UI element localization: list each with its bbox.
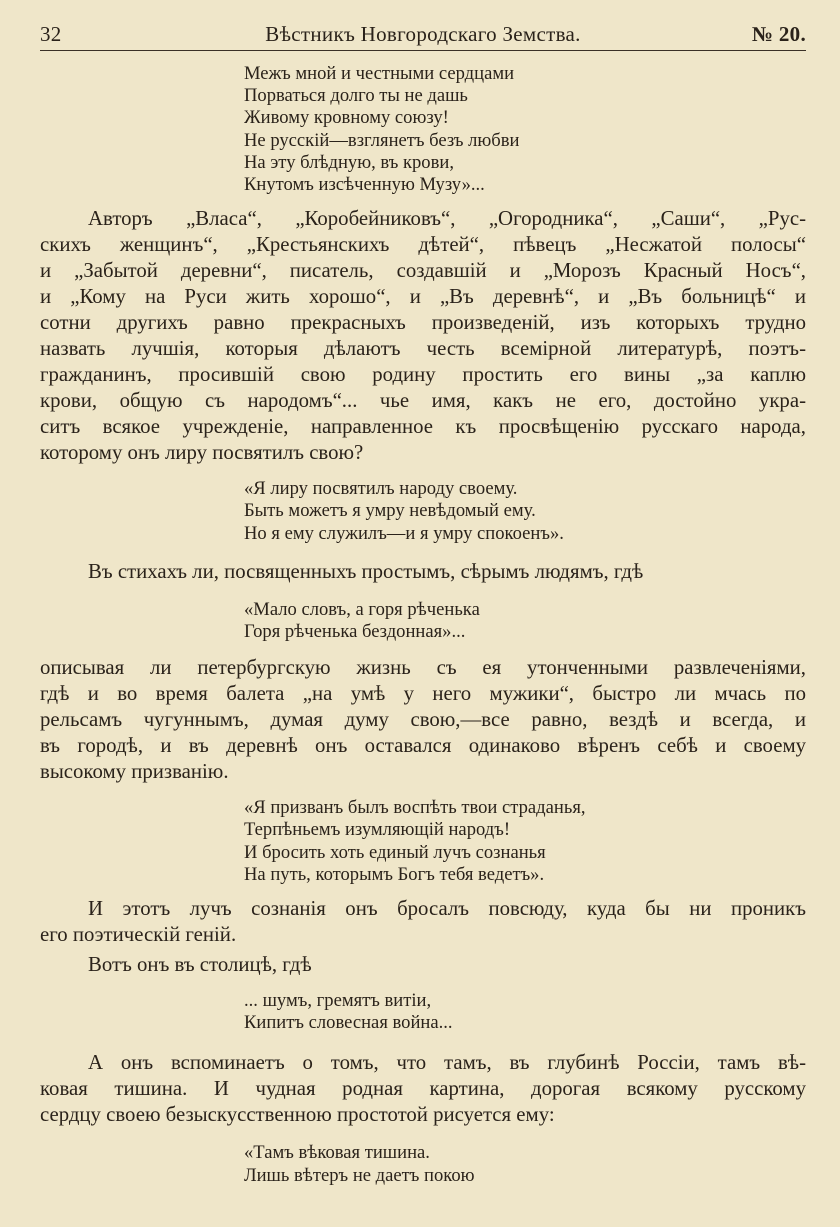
running-header — [40, 18, 806, 51]
text-line: А онъ вспоминаетъ о томъ, что тамъ, въ глубинѣ Россіи, тамъ вѣ- — [88, 1051, 806, 1075]
text-line: И этотъ лучъ сознанія онъ бросалъ повсюду, куда бы ни проникъ — [88, 897, 806, 921]
verse-quote — [40, 797, 806, 886]
text-line: гражданинъ, просившій свою родину простить его вины „за каплю — [40, 363, 806, 387]
verse-line: Порваться долго ты не дашь — [244, 85, 468, 107]
text-line: рельсамъ чугуннымъ, думая думу свою,—все равно, вездѣ и всегда, и — [40, 708, 806, 732]
text-line: и „Забытой деревни“, писатель, создавшій и „Морозъ Красный Носъ“, — [40, 259, 806, 283]
text-line: ковая тишина. И чудная родная картина, дорогая всякому русскому — [40, 1077, 806, 1101]
verse-quote — [40, 1142, 806, 1186]
verse-quote — [40, 63, 806, 196]
text-line: Авторъ „Власа“, „Коробейниковъ“, „Огородника“, „Саши“, „Рус- — [88, 207, 806, 231]
text-line: высокому призванію. — [40, 760, 229, 784]
text-line: и „Кому на Руси жить хорошо“, и „Въ деревнѣ“, и „Въ больницѣ“ и — [40, 285, 806, 309]
verse-line: Горя рѣченька бездонная»... — [244, 621, 466, 643]
verse-line: Не русскій—взглянетъ безъ любви — [244, 129, 520, 151]
paragraph — [40, 655, 806, 785]
text-line: назвать лучшія, которыя дѣлаютъ честь всемірной литературѣ, поэтъ- — [40, 337, 806, 361]
paragraph — [40, 559, 806, 585]
verse-line: ... шумъ, гремятъ витіи, — [244, 990, 432, 1012]
paragraph — [40, 896, 806, 948]
text-line: въ городѣ, и въ деревнѣ онъ оставался одинаково вѣренъ себѣ и своему — [40, 734, 806, 758]
verse-quote — [40, 990, 806, 1034]
verse-line: Быть можетъ я умру невѣдомый ему. — [244, 500, 536, 522]
page-number: 32 — [40, 22, 62, 46]
verse-line: Кипитъ словесная война... — [244, 1012, 453, 1034]
paragraph — [40, 952, 806, 978]
verse-line: Кнутомъ изсѣченную Музу»... — [244, 174, 485, 196]
text-line: Вотъ онъ въ столицѣ, гдѣ — [88, 953, 312, 977]
verse-line: «Мало словъ, а горя рѣченька — [244, 598, 480, 620]
text-line: скихъ женщинъ“, „Крестьянскихъ дѣтей“, пѣвецъ „Несжатой полосы“ — [40, 233, 806, 257]
body-text — [40, 63, 806, 1187]
text-line: его поэтическій геній. — [40, 923, 237, 947]
verse-line: Терпѣньемъ изумляющій народъ! — [244, 819, 511, 841]
verse-line: На эту блѣдную, въ крови, — [244, 151, 454, 173]
text-line: которому онъ лиру посвятилъ свою? — [40, 441, 364, 465]
verse-line: «Тамъ вѣковая тишина. — [244, 1142, 430, 1164]
text-line: описывая ли петербургскую жизнь съ ея утонченными развлеченіями, — [40, 656, 806, 680]
text-line: Въ стихахъ ли, посвященныхъ простымъ, сѣрымъ людямъ, гдѣ — [88, 559, 644, 583]
text-line: крови, общую съ народомъ“... чье имя, какъ не его, достойно укра- — [40, 389, 806, 413]
text-line: сотни другихъ равно прекрасныхъ произведеній, изъ которыхъ трудно — [40, 311, 806, 335]
issue-number: № 20. — [751, 22, 806, 46]
verse-quote — [40, 478, 806, 545]
verse-line: Но я ему служилъ—и я умру спокоенъ». — [244, 522, 564, 544]
verse-line: «Я лиру посвятилъ народу своему. — [244, 478, 518, 500]
text-line: сердцу своею безыскусственною простотой рисуется ему: — [40, 1103, 555, 1127]
verse-line: Живому кровному союзу! — [244, 107, 449, 129]
text-line: гдѣ и во время балета „на умѣ у него мужики“, быстро ли мчась по — [40, 682, 806, 706]
verse-line: Межъ мной и честными сердцами — [244, 63, 515, 84]
verse-line: Лишь вѣтеръ не даетъ покою — [244, 1164, 475, 1186]
verse-line: На путь, которымъ Богъ тебя ведетъ». — [244, 863, 545, 885]
paragraph — [40, 206, 806, 466]
journal-title: Вѣстникъ Новгородскаго Земства. — [265, 22, 581, 46]
verse-quote — [40, 599, 806, 643]
paragraph — [40, 1050, 806, 1128]
verse-line: «Я призванъ былъ воспѣть твои страданья, — [244, 797, 586, 819]
text-line: ситъ всякое учрежденіе, направленное къ просвѣщенію русскаго народа, — [40, 415, 806, 439]
verse-line: И бросить хоть единый лучъ сознанья — [244, 841, 546, 863]
